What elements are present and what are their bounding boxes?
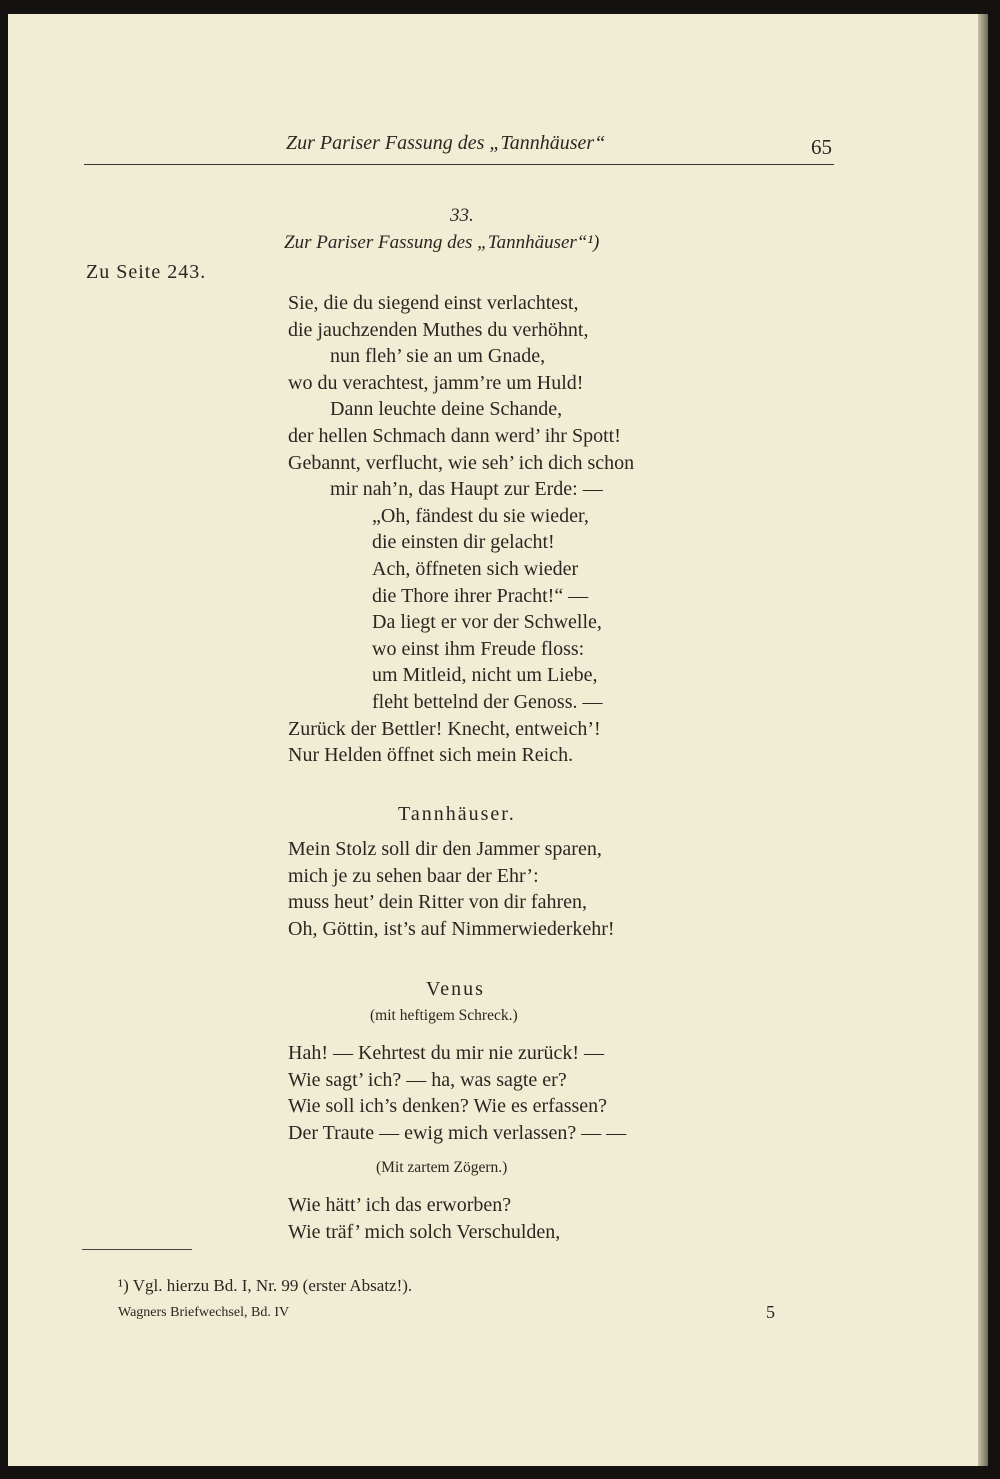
book-page [8,14,978,1466]
verse-line: Ach, öffneten sich wieder [372,558,579,580]
verse-line: Dann leuchte deine Schande, [330,398,563,421]
verse-line: die jauchzenden Muthes du verhöhnt, [288,318,589,341]
verse-line: mir nah’n, das Haupt zur Erde: — [330,478,603,501]
verse-line: Nur Helden öffnet sich mein Reich. [288,744,574,767]
verse-line: Wie hätt’ ich das erworben? [288,1194,512,1216]
margin-note: Zu Seite 243. [86,261,207,283]
verse-line: Wie sagt’ ich? — ha, was sagte er? [288,1068,567,1091]
signature-line: Wagners Briefwechsel, Bd. IV [118,1305,290,1320]
verse-line: Hah! — Kehrtest du mir nie zurück! — [288,1042,605,1064]
verse-line: der hellen Schmach dann werd’ ihr Spott! [288,425,621,447]
verse-line: Mein Stolz soll dir den Jammer sparen, [288,838,602,860]
verse-line: um Mitleid, nicht um Liebe, [372,664,598,687]
verse-line: nun fleh’ sie an um Gnade, [330,345,546,368]
verse-line: Sie, die du siegend einst verlachtest, [288,292,579,314]
stage-direction: (Mit zartem Zögern.) [376,1159,508,1176]
verse-line: Wie soll ich’s denken? Wie es erfassen? [288,1095,608,1118]
verse-line: Da liegt er vor der Schwelle, [372,611,602,634]
section-number: 33. [450,205,474,226]
footnote-rule [82,1249,192,1250]
verse-line: fleht bettelnd der Genoss. — [372,691,603,713]
page-edge [978,14,988,1466]
verse-line: die einsten dir gelacht! [372,531,555,554]
verse-line: wo einst ihm Freude floss: [372,637,585,660]
speaker-tannhaeuser: Tannhäuser. [398,803,516,825]
speaker-venus: Venus [426,978,485,1000]
page-number: 65 [811,135,832,159]
header-rule [84,164,834,165]
verse-line: Gebannt, verflucht, wie seh’ ich dich schon [288,451,635,474]
verse-line: die Thore ihrer Pracht!“ — [372,584,589,607]
verse-line: Wie träf’ mich solch Verschulden, [288,1220,561,1243]
verse-line: Oh, Göttin, ist’s auf Nimmerwiederkehr! [288,917,615,940]
running-header-title: Zur Pariser Fassung des „Tannhäuser“ [286,132,606,154]
verse-line: wo du verachtest, jamm’re um Huld! [288,371,584,394]
verse-line: Zurück der Bettler! Knecht, entweich’! [288,717,601,740]
verse-line: „Oh, fändest du sie wieder, [372,504,589,527]
stage-direction: (mit heftigem Schreck.) [370,1007,518,1024]
section-title: Zur Pariser Fassung des „Tannhäuser“¹) [284,232,600,253]
signature-number: 5 [766,1302,775,1322]
verse-line: muss heut’ dein Ritter von dir fahren, [288,891,588,914]
verse-line: mich je zu sehen baar der Ehr’: [288,864,539,887]
footnote: ¹) Vgl. hierzu Bd. I, Nr. 99 (erster Absatz!). [118,1276,413,1295]
verse-line: Der Traute — ewig mich verlassen? — — [288,1121,627,1144]
